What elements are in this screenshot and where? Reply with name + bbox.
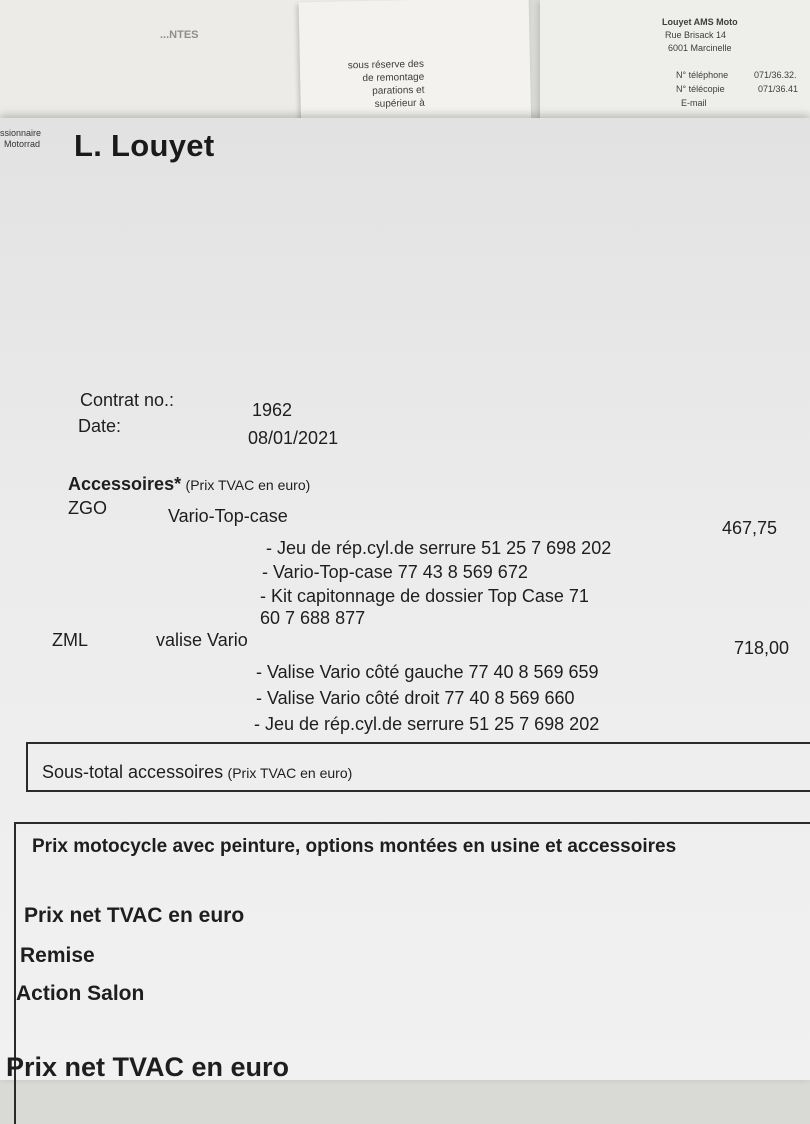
dealer-phone: 071/36.32. [754,70,797,80]
final-net-price-label: Prix net TVAC en euro [6,1052,290,1082]
accessory-price-zml: 718,00 [734,638,790,658]
accessory-item: - Jeu de rép.cyl.de serrure 51 25 7 698 202 [266,538,612,558]
accessory-name-zml: valise Vario [156,630,248,650]
dealer-name: Louyet AMS Moto [662,17,738,27]
contract-date: 08/01/2021 [248,428,339,448]
net-price-label: Prix net TVAC en euro [24,904,245,927]
dealer-fax-label: N° télécopie [676,84,725,94]
subtotal-note: (Prix TVAC en euro) [227,765,353,781]
summary-title: Prix motocycle avec peinture, options montées en usine et accessoires [32,836,677,857]
invoice-sheet [0,118,810,1080]
accessory-item: - Jeu de rép.cyl.de serrure 51 25 7 698 202 [254,714,600,734]
dealer-email-label: E-mail [681,98,707,108]
discount-label: Remise [20,944,95,967]
accessories-note: (Prix TVAC en euro) [185,477,311,493]
accessory-code-zml: ZML [52,630,88,650]
dealer-logo: L. Louyet [74,128,215,163]
dealer-fax: 071/36.41 [758,84,799,94]
dealer-street: Rue Brisack 14 [665,30,727,40]
concession-line-1: ssionnaire [0,128,42,138]
contract-number: 1962 [252,400,293,420]
background-fragment-text: ...NTES [160,29,199,41]
background-sheet-middle [299,0,532,137]
salon-label: Action Salon [16,982,145,1005]
date-label: Date: [78,416,122,436]
accessories-heading [68,474,310,495]
accessory-item: - Valise Vario côté droit 77 40 8 569 660 [256,688,575,708]
background-line-1: sous réserve des [347,58,425,72]
contract-number-label: Contrat no.: [80,390,175,410]
accessory-name-zgo: Vario-Top-case [168,506,288,526]
subtotal-row [42,762,352,783]
dealer-phone-label: N° téléphone [676,70,729,80]
background-line-4: supérieur à [374,97,425,110]
accessory-item: - Valise Vario côté gauche 77 40 8 569 659 [256,662,599,682]
accessories-title: Accessoires* [68,474,182,494]
subtotal-label: Sous-total accessoires [42,762,224,782]
accessory-code-zgo: ZGO [68,498,107,518]
accessory-item: - Vario-Top-case 77 43 8 569 672 [262,562,528,582]
dealer-city: 6001 Marcinelle [668,43,732,53]
accessory-price-zgo: 467,75 [722,518,778,538]
background-line-2: de remontage [362,71,425,85]
concession-line-2: Motorrad [4,139,41,149]
background-line-3: parations et [372,84,425,97]
accessory-item: - Kit capitonnage de dossier Top Case 71 [260,586,589,606]
accessory-item: 60 7 688 877 [260,608,366,628]
subtotal-box [26,742,810,792]
